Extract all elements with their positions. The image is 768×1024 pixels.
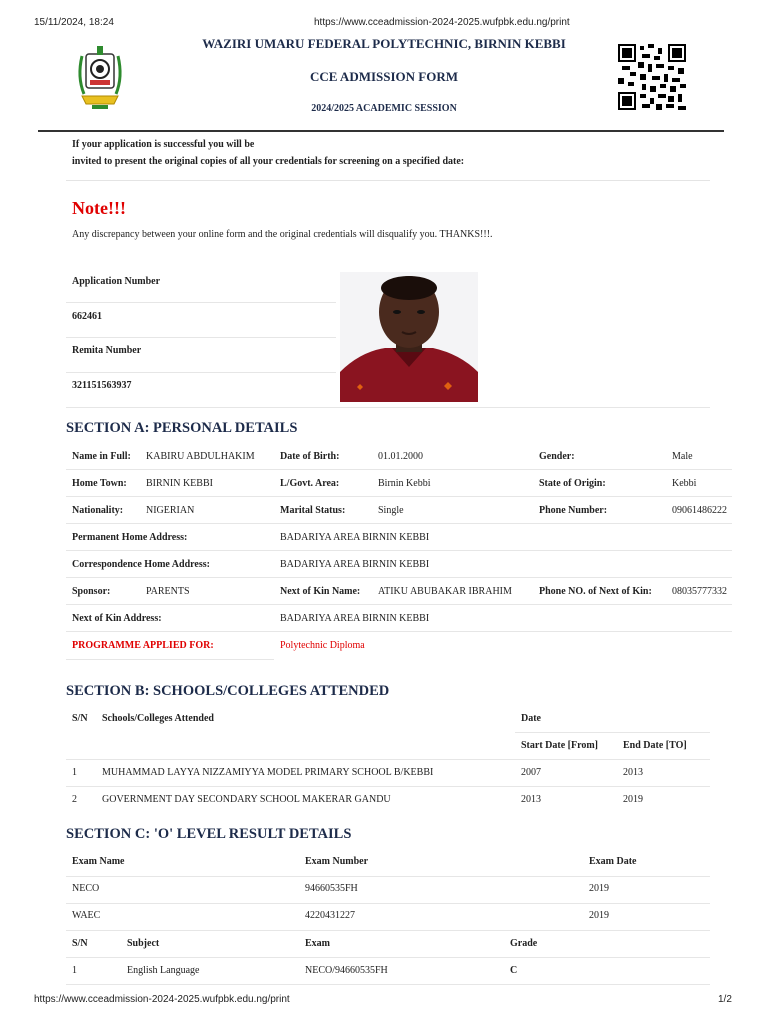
- exam-number: 94660535FH: [305, 883, 358, 894]
- exam-date: 2019: [589, 883, 609, 894]
- name-label: Name in Full:: [72, 451, 131, 462]
- notice-line-1: If your application is successful you will be: [72, 139, 255, 150]
- school-start: 2007: [521, 767, 541, 778]
- marital-label: Marital Status:: [280, 505, 346, 516]
- next-of-kin-address-label: Next of Kin Address:: [72, 613, 162, 624]
- col-school: Schools/Colleges Attended: [102, 713, 214, 724]
- home-town-label: Home Town:: [72, 478, 127, 489]
- exam-name: WAEC: [72, 910, 101, 921]
- col-exam: Exam: [305, 938, 330, 949]
- divider: [515, 732, 710, 733]
- col-start-date: Start Date [From]: [521, 740, 599, 751]
- nationality: NIGERIAN: [146, 505, 195, 516]
- col-exam-number: Exam Number: [305, 856, 369, 867]
- col-subject: Subject: [127, 938, 160, 949]
- date-of-birth: 01.01.2000: [378, 451, 423, 462]
- sponsor: PARENTS: [146, 586, 190, 597]
- state-label: State of Origin:: [539, 478, 606, 489]
- divider: [66, 577, 732, 578]
- passport-photo: [340, 272, 478, 402]
- divider: [66, 786, 710, 787]
- school-start: 2013: [521, 794, 541, 805]
- school-sn: 1: [72, 767, 77, 778]
- subject-sn: 1: [72, 965, 77, 976]
- academic-session: 2024/2025 ACADEMIC SESSION: [311, 103, 457, 114]
- col-subject-sn: S/N: [72, 938, 88, 949]
- divider: [66, 903, 710, 904]
- gender-label: Gender:: [539, 451, 575, 462]
- school-end: 2019: [623, 794, 643, 805]
- divider: [66, 759, 710, 760]
- gender: Male: [672, 451, 693, 462]
- divider: [66, 631, 732, 632]
- marital-status: Single: [378, 505, 404, 516]
- divider: [66, 957, 710, 958]
- col-sn: S/N: [72, 713, 88, 724]
- state-of-origin: Kebbi: [672, 478, 697, 489]
- nationality-label: Nationality:: [72, 505, 124, 516]
- divider: [66, 372, 336, 373]
- print-url: https://www.cceadmission-2024-2025.wufpbk.edu.ng/print: [314, 17, 570, 28]
- dob-label: Date of Birth:: [280, 451, 340, 462]
- divider: [66, 496, 732, 497]
- phone-number: 09061486222: [672, 505, 727, 516]
- exam-date: 2019: [589, 910, 609, 921]
- programme-label: PROGRAMME APPLIED FOR:: [72, 640, 214, 651]
- page-number: 1/2: [718, 994, 732, 1005]
- school-name: GOVERNMENT DAY SECONDARY SCHOOL MAKERAR GANDU: [102, 794, 391, 805]
- divider: [66, 930, 710, 931]
- next-of-kin-address: BADARIYA AREA BIRNIN KEBBI: [280, 613, 430, 624]
- exam-name: NECO: [72, 883, 100, 894]
- next-of-kin-phone: 08035777332: [672, 586, 727, 597]
- next-of-kin-phone-label: Phone NO. of Next of Kin:: [539, 586, 652, 597]
- header-divider: [38, 130, 724, 132]
- note-text: Any discrepancy between your online form and the original credentials will disqualify you. THANKS!!!.: [72, 229, 493, 240]
- col-exam-date: Exam Date: [589, 856, 637, 867]
- correspondence-address: BADARIYA AREA BIRNIN KEBBI: [280, 559, 430, 570]
- divider: [66, 876, 710, 877]
- section-a-title: SECTION A: PERSONAL DETAILS: [66, 420, 298, 436]
- divider: [66, 984, 710, 985]
- school-sn: 2: [72, 794, 77, 805]
- footer-url: https://www.cceadmission-2024-2025.wufpbk.edu.ng/print: [34, 994, 290, 1005]
- note-heading: Note!!!: [72, 198, 126, 218]
- subject-exam: NECO/94660535FH: [305, 965, 388, 976]
- sponsor-label: Sponsor:: [72, 586, 111, 597]
- col-grade: Grade: [510, 938, 538, 949]
- divider: [66, 180, 710, 181]
- lga-label: L/Govt. Area:: [280, 478, 340, 489]
- programme: Polytechnic Diploma: [280, 640, 365, 651]
- remita-number-label: Remita Number: [72, 345, 142, 356]
- correspondence-address-label: Correspondence Home Address:: [72, 559, 210, 570]
- subject-grade: C: [510, 965, 518, 976]
- permanent-address: BADARIYA AREA BIRNIN KEBBI: [280, 532, 430, 543]
- subject-name: English Language: [127, 965, 200, 976]
- application-number: 662461: [72, 311, 102, 322]
- full-name: KABIRU ABDULHAKIM: [146, 451, 255, 462]
- lga: Birnin Kebbi: [378, 478, 431, 489]
- divider: [66, 469, 732, 470]
- col-exam-name: Exam Name: [72, 856, 125, 867]
- print-datetime: 15/11/2024, 18:24: [34, 17, 114, 28]
- section-c-title: SECTION C: 'O' LEVEL RESULT DETAILS: [66, 826, 352, 842]
- col-date: Date: [521, 713, 541, 724]
- permanent-address-label: Permanent Home Address:: [72, 532, 188, 543]
- divider: [66, 550, 732, 551]
- home-town: BIRNIN KEBBI: [146, 478, 213, 489]
- qr-code: [618, 44, 686, 110]
- divider: [66, 337, 336, 338]
- school-end: 2013: [623, 767, 643, 778]
- institution-name: WAZIRI UMARU FEDERAL POLYTECHNIC, BIRNIN KEBBI: [202, 36, 566, 51]
- school-name: MUHAMMAD LAYYA NIZZAMIYYA MODEL PRIMARY SCHOOL B/KEBBI: [102, 767, 434, 778]
- next-of-kin-label: Next of Kin Name:: [280, 586, 361, 597]
- divider: [66, 407, 710, 408]
- notice-line-2: invited to present the original copies of all your credentials for screening on a specified date:: [72, 156, 465, 167]
- col-end-date: End Date [TO]: [623, 740, 687, 751]
- exam-number: 4220431227: [305, 910, 355, 921]
- phone-label: Phone Number:: [539, 505, 608, 516]
- section-b-title: SECTION B: SCHOOLS/COLLEGES ATTENDED: [66, 683, 390, 699]
- divider: [66, 659, 274, 660]
- divider: [66, 604, 732, 605]
- form-title: CCE ADMISSION FORM: [309, 69, 459, 84]
- application-number-label: Application Number: [72, 276, 161, 287]
- divider: [66, 302, 336, 303]
- divider: [66, 523, 732, 524]
- next-of-kin-name: ATIKU ABUBAKAR IBRAHIM: [378, 586, 512, 597]
- remita-number: 321151563937: [72, 380, 132, 391]
